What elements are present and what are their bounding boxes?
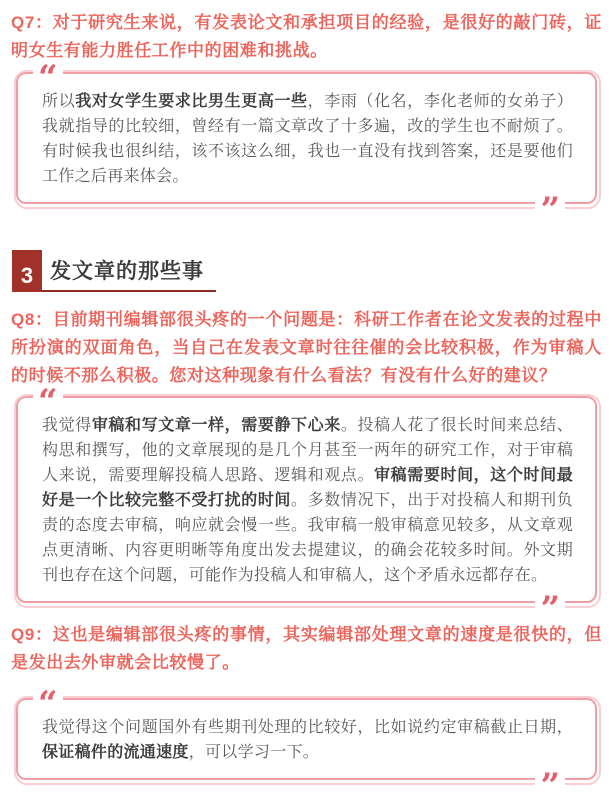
quote-box-q9-answer bbox=[16, 684, 597, 806]
answer-q8-run-3: 。投稿人花了很长时间来总结、构思和撰写，他的文章展现的是几个月甚至一两年的研究工作，对于审稿人来说，需要理解投稿人思路、逻辑和观点。 bbox=[42, 417, 573, 484]
answer-q7 bbox=[42, 89, 573, 189]
answer-q7-run-2: 我对女学生要求比男生更高一些 bbox=[75, 93, 308, 110]
open-quote-icon: “ bbox=[33, 61, 63, 91]
open-quote-icon: “ bbox=[33, 385, 63, 415]
question-q9: Q9：这也是编辑部很头疼的事情，其实编辑部处理文章的速度是很快的，但是发出去外审就会比较慢了。 bbox=[11, 625, 602, 672]
quote-box-q8-answer bbox=[16, 382, 597, 629]
answer-q7-run-3: ，李雨（化名，李化老师的女弟子）我就指导的比较细，曾经有一篇文章改了十多遍，改的学生也不耐烦了。有时候我也很纠结，该不该这么细，我也一直没有找到答案，还是要他们工作之后再来体会。 bbox=[42, 93, 573, 185]
section-title: 发文章的那些事 bbox=[42, 255, 216, 292]
close-quote-icon: ” bbox=[535, 769, 565, 799]
section-header-3 bbox=[12, 250, 602, 292]
close-quote-icon: ” bbox=[535, 592, 565, 622]
answer-q8-run-2: 审稿和写文章一样，需要静下心来 bbox=[91, 417, 341, 434]
question-q8: Q8：目前期刊编辑部很头疼的一个问题是：科研工作者在论文发表的过程中所扮演的双面角色，当自己在发表文章时往往催的会比较积极，作为审稿人的时候不那么积极。您对这种现象有什么看法？有没有什么好的建议？ bbox=[11, 310, 602, 385]
section-number-badge: 3 bbox=[12, 250, 42, 292]
question-q7: Q7：对于研究生来说，有发表论文和承担项目的经验，是很好的敲门砖，证明女生有能力胜任工作中的困难和挑战。 bbox=[11, 13, 602, 60]
answer-q8-run-1: 我觉得 bbox=[42, 417, 92, 434]
answer-q8 bbox=[42, 413, 573, 588]
answer-q9-run-3: ，可以学习一下。 bbox=[188, 744, 320, 761]
answer-q9-run-2: 保证稿件的流通速度 bbox=[42, 744, 189, 761]
answer-q9-run-1: 我觉得这个问题国外有些期刊处理的比较好，比如说约定审稿截止日期， bbox=[42, 719, 573, 736]
answer-q7-run-1: 所以 bbox=[42, 93, 76, 110]
close-quote-icon: ” bbox=[535, 193, 565, 223]
answer-q9 bbox=[42, 715, 573, 765]
quote-box-q7-answer bbox=[16, 58, 597, 230]
answer-q8-run-5: 。多数情况下，出于对投稿人和期刊负责的态度去审稿，响应就会慢一些。我审稿一般审稿意见较多，从文章观点更清晰、内容更明晰等角度出发去提建议，的确会花较多时间。外文期刊也存在这个问题，可能作为投稿人和审稿人，这个矛盾永远都存在。 bbox=[42, 492, 573, 584]
open-quote-icon: “ bbox=[33, 687, 63, 717]
answer-q8-run-4: 审稿需要时间，这个时间最好是一个比较完整不受打扰的时间 bbox=[42, 467, 573, 509]
